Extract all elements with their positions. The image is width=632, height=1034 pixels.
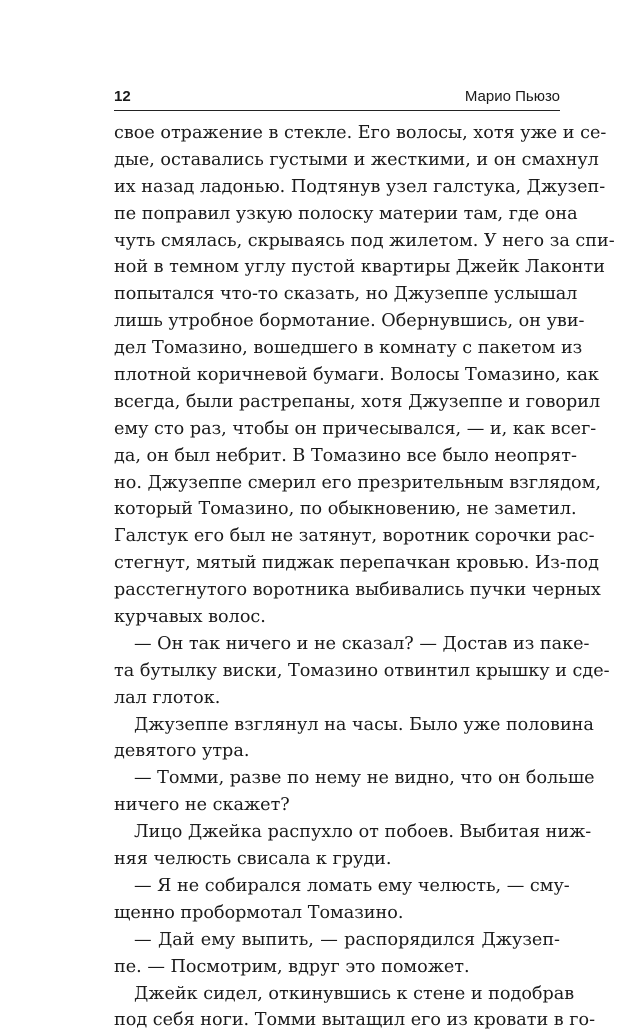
text-line: свое отражение в стекле. Его волосы, хотя уже и се- <box>114 123 607 143</box>
text-line: плотной коричневой бумаги. Волосы Томазино, как <box>114 365 599 386</box>
text-line: та бутылку виски, Томазино отвинтил крышку и сде- <box>114 660 610 681</box>
page-number: 12 <box>114 88 131 105</box>
text-line: — Дай ему выпить, — распорядился Джузеп- <box>134 929 560 950</box>
running-head-author: Марио Пьюзо <box>464 88 560 105</box>
text-line: всегда, были растрепаны, хотя Джузеппе и говорил <box>114 391 601 412</box>
text-line: ему сто раз, чтобы он причесывался, — и, как всег- <box>114 418 597 439</box>
text-line: дел Томазино, вошедшего в комнату с пакетом из <box>114 338 583 359</box>
text-line: лишь утробное бормотание. Обернувшись, он уви- <box>114 311 585 332</box>
body-text <box>114 120 615 1034</box>
text-line: чуть смялась, скрываясь под жилетом. У него за спи- <box>114 230 615 251</box>
text-line: курчавых волос. <box>114 607 266 628</box>
text-line: расстегнутого воротника выбивались пучки черных <box>114 580 601 601</box>
text-line: — Я не собирался ломать ему челюсть, — сму- <box>134 875 570 896</box>
text-line: няя челюсть свисала к груди. <box>114 849 392 870</box>
text-line: лал глоток. <box>114 687 221 708</box>
text-line: ничего не скажет? <box>114 795 290 816</box>
text-line: их назад ладонью. Подтянув узел галстука, Джузеп- <box>114 176 606 197</box>
text-line: Галстук его был не затянут, воротник сорочки рас- <box>114 526 595 547</box>
text-line: девятого утра. <box>114 741 250 762</box>
text-line: но. Джузеппе смерил его презрительным взглядом, <box>114 472 601 493</box>
text-line: да, он был небрит. В Томазино все было неопрят- <box>114 445 577 466</box>
text-line: дые, оставались густыми и жесткими, и он смахнул <box>114 149 599 170</box>
text-line: попытался что-то сказать, но Джузеппе услышал <box>114 284 578 305</box>
text-line: стегнут, мятый пиджак перепачкан кровью. Из-под <box>114 553 599 574</box>
text-line: — Он так ничего и не сказал? — Достав из паке- <box>134 633 590 654</box>
running-head <box>114 86 560 111</box>
text-line: Джейк сидел, откинувшись к стене и подобрав <box>134 983 575 1004</box>
text-line: Лицо Джейка распухло от побоев. Выбитая ниж- <box>134 822 592 843</box>
text-line: пе поправил узкую полоску материи там, где она <box>114 203 578 224</box>
text-line: под себя ноги. Томми вытащил его из кровати в го- <box>114 1010 596 1031</box>
text-line: который Томазино, по обыкновению, не заметил. <box>114 499 577 520</box>
text-line: пе. — Посмотрим, вдруг это поможет. <box>114 956 470 977</box>
text-line: Джузеппе взглянул на часы. Было уже половина <box>134 714 594 735</box>
text-line: — Томми, разве по нему не видно, что он больше <box>134 768 595 789</box>
text-line: ной в темном углу пустой квартиры Джейк Лаконти <box>114 257 605 278</box>
text-line: щенно пробормотал Томазино. <box>114 902 404 923</box>
